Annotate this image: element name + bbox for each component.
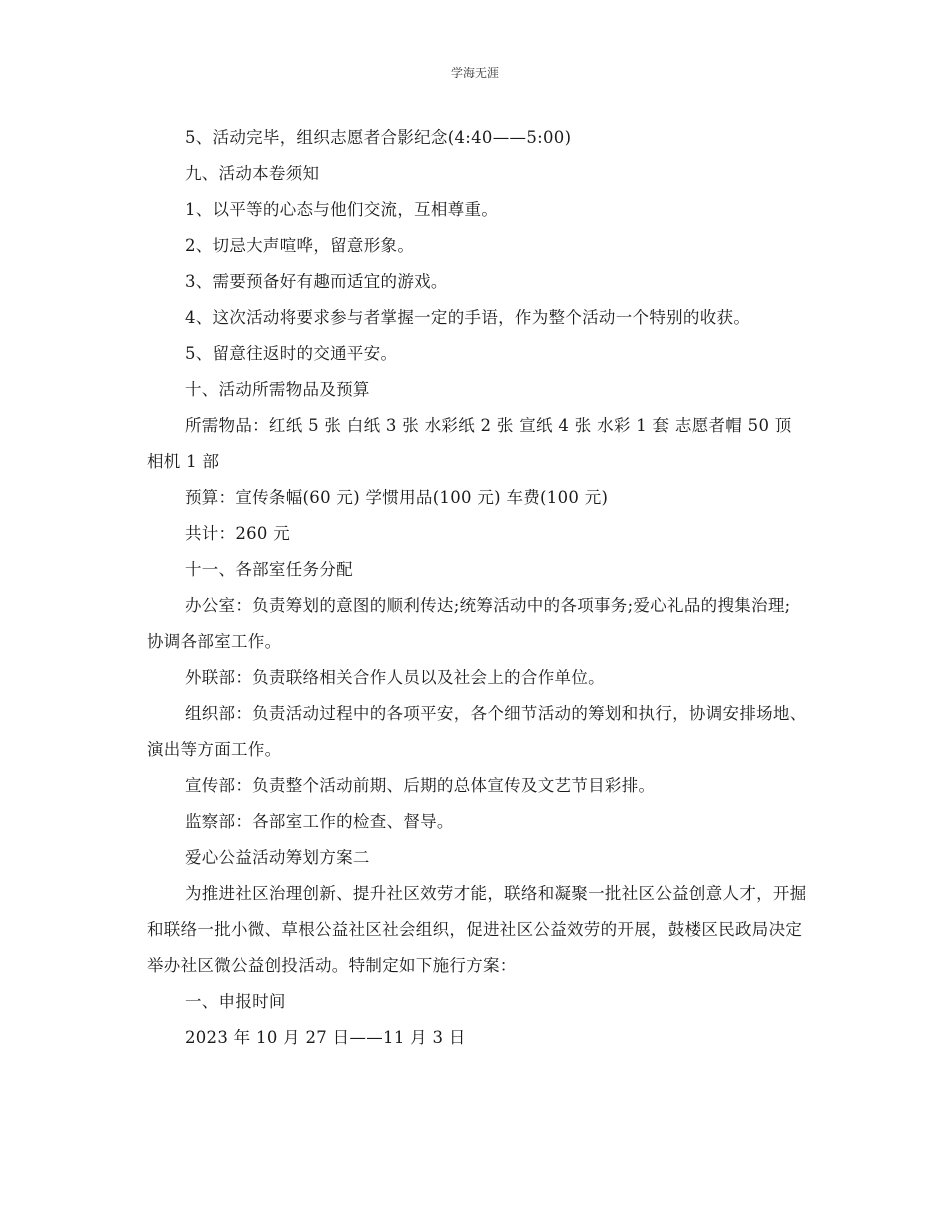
paragraph-organization: 组织部：负责活动过程中的各项平安，各个细节活动的筹划和执行，协调安排场地、演出等方面工作。	[147, 704, 807, 759]
paragraph-note-5: 5、留意往返时的交通平安。	[184, 344, 398, 363]
paragraph-note-1: 1、以平等的心态与他们交流，互相尊重。	[184, 200, 499, 219]
paragraph-plan-intro: 为推进社区治理创新、提升社区效劳才能，联络和凝聚一批社区公益创意人才，开掘和联络一批小微、草根公益社区社会组织，促进社区公益效劳的开展，鼓楼区民政局决定举办社区微公益创投活动。特制定如下施行方案：	[147, 884, 807, 975]
heading-notes: 九、活动本卷须知	[184, 164, 320, 183]
paragraph-note-3: 3、需要预备好有趣而适宜的游戏。	[184, 272, 448, 291]
paragraph-publicity: 宣传部：负责整个活动前期、后期的总体宣传及文艺节目彩排。	[184, 776, 656, 795]
paragraph-supervision: 监察部：各部室工作的检查、督导。	[184, 812, 454, 831]
paragraph-total: 共计：260 元	[184, 524, 291, 543]
heading-supplies-budget: 十、活动所需物品及预算	[184, 380, 370, 399]
paragraph-external-liaison: 外联部：负责联络相关合作人员以及社会上的合作单位。	[184, 668, 605, 687]
paragraph-application-dates: 2023 年 10 月 27 日——11 月 3 日	[184, 1028, 466, 1047]
paragraph-supplies: 所需物品：红纸 5 张 白纸 3 张 水彩纸 2 张 宣纸 4 张 水彩 1 套 志愿者帽 50 顶 相机 1 部	[147, 416, 792, 471]
page-header: 学海无涯	[450, 66, 499, 80]
heading-application-time: 一、申报时间	[184, 992, 286, 1011]
paragraph-note-4: 4、这次活动将要求参与者掌握一定的手语，作为整个活动一个特别的收获。	[184, 308, 751, 327]
heading-task-assignment: 十一、各部室任务分配	[184, 560, 353, 579]
paragraph-activity-end: 5、活动完毕，组织志愿者合影纪念(4:40——5:00)	[184, 128, 572, 147]
paragraph-note-2: 2、切忌大声喧哗，留意形象。	[184, 236, 415, 255]
document-body	[147, 120, 807, 1056]
heading-plan-two: 爱心公益活动筹划方案二	[184, 848, 370, 867]
paragraph-office: 办公室：负责筹划的意图的顺利传达;统筹活动中的各项事务;爱心礼品的搜集治理;协调各部室工作。	[147, 596, 791, 651]
paragraph-budget: 预算：宣传条幅(60 元) 学惯用品(100 元) 车费(100 元)	[184, 488, 609, 507]
